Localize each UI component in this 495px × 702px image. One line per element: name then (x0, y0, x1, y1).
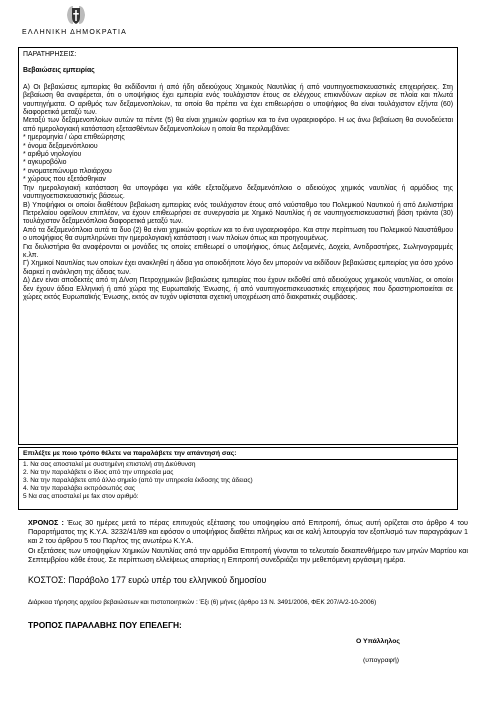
remarks-box (18, 47, 458, 445)
paragraph-a3: Την ημερολογιακή κατάσταση θα υπογράφει για κάθε εξεταζόμενο δεξαμενόπλοιο ο αδειούχος χημικός ναυτιλίας ή αρμόδιος της ναυπηγοεπισκευαστικής βάσεως. (23, 184, 453, 201)
list-item: * όνομα δεξαμενόπλοιου (23, 142, 98, 150)
republic-title: ΕΛΛΗΝΙΚΗ ΔΗΜΟΚΡΑΤΙΑ (22, 29, 128, 36)
remarks-subtitle: Βεβαιώσεις εμπειρίας (23, 67, 95, 75)
remarks-title: ΠΑΡΑΤΗΡΗΣΕΙΣ: (23, 51, 77, 58)
remarks-section (19, 48, 457, 445)
paragraph-a1: Α) Οι βεβαιώσεις εμπειρίας θα εκδίδονται ή από ήδη αδειούχους Χημικούς Ναυτιλίας ή από ναυπηγοεπισκευαστικές επιχειρήσεις. Στη βεβαίωση θα αναφέρεται, ότι ο υποψήφιος έχει εμπειρία ενός τουλάχιστον έτους σε ελέγχους επικινδύνων αερίων σε πλοία και πλωτά ναυπηγήματα. Ο αριθμός των δεξαμενοπλοίων, τα οποία θα πρέπει να έχει επιθεωρήσει ο υποψήφιος θα είναι τουλάχιστον εξήντα (60) διαφορετικά μεταξύ των. (23, 83, 453, 117)
paragraph-b1: Β) Υποψήφιοι οι οποίοι διαθέτουν βεβαίωση εμπειρίας ενός τουλάχιστον έτους από ναύσταθμο του Πολεμικού Ναυτικού ή από Διυλιστήρια Πετρελαίου οφείλουν επιπλέον, να έχουν επιθεωρήσει σε συνεργασία με Χημικό Ναυτιλίας ή σε ναυπηγοεπισκευαστική βάση τριάντα (30) τουλάχιστον δεξαμενόπλοια διαφορετικά μεταξύ των. (23, 201, 453, 226)
delivery-option-5: 5 Να σας αποσταλεί με fax στον αριθμό: (23, 493, 139, 501)
delivery-option-1: 1. Να σας αποσταλεί με συστημένη επιστολή στη Διεύθυνση (23, 461, 196, 468)
cost-line: ΚΟΣΤΟΣ: Παράβολο 177 ευρώ υπέρ του ελληνικού δημοσίου (28, 575, 267, 585)
list-item: * χώρους που εξετάσθηκαν (23, 176, 106, 184)
list-item: * αγκυροβόλιο (23, 159, 67, 167)
time-section (28, 518, 468, 564)
delivery-divider (19, 459, 457, 460)
employee-label: Ο Υπάλληλος (356, 638, 400, 645)
paragraph-c: Γ) Χημικοί Ναυτιλίας των οποίων έχει ανακληθεί η άδεια για οποιοδήποτε λόγο δεν μπορούν να εκδίδουν βεβαιώσεις εμπειρίας για όσο χρόνο διαρκεί η ανάκληση της άδειας των. (23, 260, 453, 276)
list-item: * αριθμό νηολογίου (23, 151, 82, 159)
list-item: * ονοματεπώνυμο πλοιάρχου (23, 167, 112, 175)
exam-text: Οι εξετάσεις των υποψηφίων Χημικών Ναυτιλίας από την αρμόδια Επιτροπή γίνονται το τελευταίο δεκαπενθήμερο των μηνών Μαρτίου και Σεπτεμβρίου κάθε έτους. Σε περίπτωση ελλείψεως απαρτίας η Επιτροπή συνεδριάζει την μεθεπόμενη εργάσιμη ημέρα. (28, 545, 468, 564)
delivery-option-4: 4. Να την παραλάβει εκπρόσωπός σας (23, 485, 136, 493)
delivery-option-2: 2. Να την παραλάβετε ο ίδιος από την υπηρεσία μας (23, 469, 174, 477)
delivery-method-heading: ΤΡΟΠΟΣ ΠΑΡΑΛΑΒΗΣ ΠΟΥ ΕΠΕΛΕΓΗ: (28, 620, 182, 630)
time-label: ΧΡΟΝΟΣ : (28, 518, 64, 527)
signature-label: (υπογραφή) (363, 657, 399, 664)
delivery-options (23, 461, 253, 501)
delivery-title: Επιλέξτε με ποιο τρόπο θέλετε να παραλάβετε την απάντησή σας: (23, 450, 237, 457)
paragraph-b3: Για διυλιστήρια θα αναφέρονται οι μονάδες τις οποίες επιθεωρεί ο υποψήφιος, όπως Δεξαμενές, Δοχεία, Αντιδραστήρες, Σωληνογραμμές κ.λπ. (23, 243, 453, 259)
paragraph-a2: Μεταξύ των δεξαμενοπλοίων αυτών τα πέντε (5) θα είναι χημικών φορτίων και το ένα υγραεριοφόρο. Η ως άνω βεβαίωση θα συνοδεύεται από ημερολογιακή κατάσταση εξετασθέντων δεξαμενοπλοίων η οποία θα περιλαμβάνει: (23, 117, 453, 133)
delivery-box (18, 447, 458, 510)
retention-line: Διάρκεια τήρησης αρχείου βεβαιώσεων και πιστοποιητικών : Έξι (6) μήνες (άρθρο 13 Ν. 3491/2006, ΦΕΚ 207/Α/2-10-2006) (28, 599, 377, 606)
delivery-option-3: 3. Να την παραλάβετε από άλλο σημείο (από την υπηρεσία έκδοσης της άδειας) (23, 477, 253, 485)
paragraph-d: Δ) Δεν είναι αποδεκτές από τη Δ/νση Πετροχημικών βεβαιώσεις εμπειρίας που έχουν εκδοθεί από αδειούχους χημικούς ναυτιλίας, οι οποίοι δεν έχουν άδεια Ελληνική ή από χώρα της Ευρωπαϊκής Ένωσης, ή από ναυπηγοεπισκευαστικές επιχειρήσεις που δραστηριοποιείται σε χώρες εκτός Ευρωπαϊκής Ένωσης, εκτός αν τυχόν υφίσταται σχετική υποχρέωση από διακρατικές συμβάσεις. (23, 277, 453, 301)
greek-coat-of-arms-icon (64, 3, 88, 27)
time-text: Έως 30 ημέρες μετά το πέρας επιτυχούς εξέτασης του υποψηφίου από Επιτροπή, όπως αυτή ορίζεται στο άρθρο 4 του Παραρτήματος της Κ.Υ.Α. 3232/41/89 και εφόσον ο υποψήφιος διαθέτει πλήρως και σε καλή λειτουργία τον εξοπλισμό των παραγράφων 1 και 2 του άρθρου 5 του Παρ/τος της ανωτέρω Κ.Υ.Α. (28, 518, 468, 546)
paragraph-b2: Από τα δεξαμενόπλοια αυτά τα δυο (2) θα είναι χημικών φορτίων και το ένα υγραεριοφόρο. Και στην περίπτωση του Πολεμικού Ναυστάθμου ο υποψήφιος θα συμπληρώνει την ημερολογιακή κατάσταση ι νων πλοίων όπως και προηγουμένως. (23, 226, 453, 243)
list-item: * ημερομηνία / ώρα επιθεώρησης (23, 134, 125, 142)
remarks-content (23, 51, 453, 302)
